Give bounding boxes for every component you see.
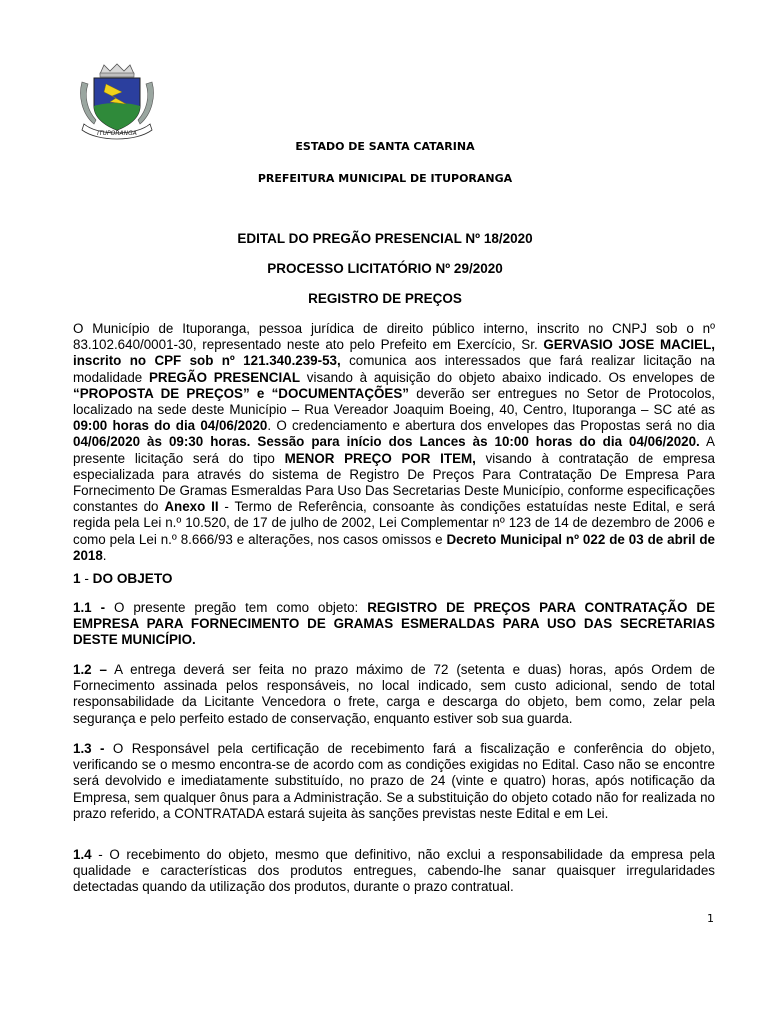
title-processo: PROCESSO LICITATÓRIO Nº 29/2020 <box>267 261 503 276</box>
item-text: O Responsável pela certificação de recebimento fará a fiscalização e conferência do objeto, verificando se o mesmo encontra-se de acordo com as condições exigidas no Edital. Caso não se encontre será devolvido e imediatamente substituído, no prazo de 24 (vinte e quatro) horas, após notificação da Empresa, sem qualquer ônus para a Administração. Se a substituição do objeto cotado não for realizada no prazo referido, a CONTRATADA estará sujeita às sanções previstas neste Edital e em Lei. <box>73 741 715 821</box>
item-text: - O recebimento do objeto, mesmo que definitivo, não exclui a responsabilidade da empresa pela qualidade e características dos produtos entregues, cabendo-lhe sanar quaisquer irregularidades detectadas quando da utilização dos produtos, durante o prazo contratual. <box>73 847 715 895</box>
header-state: ESTADO DE SANTA CATARINA <box>295 140 475 153</box>
intro-text: deverão ser entregues no Setor de Protocolos, localizado na sede deste Município – Rua Vereador Joaquim Boeing, 40, Centro, Ituporanga – SC até as <box>73 385 715 418</box>
title-registro: REGISTRO DE PREÇOS <box>308 291 462 306</box>
header-prefecture: PREFEITURA MUNICIPAL DE ITUPORANGA <box>257 172 513 185</box>
intro-bold: MENOR PREÇO POR ITEM, <box>284 450 476 466</box>
intro-bold: Decreto Municipal nº 022 de 03 de abril de 2018 <box>73 531 715 563</box>
item-1-3 <box>73 741 715 822</box>
page-number: 1 <box>707 912 714 925</box>
logo-ribbon-text: ITUPORANGA <box>97 130 137 137</box>
section-title: DO OBJETO <box>92 571 173 586</box>
item-1-2 <box>73 662 715 727</box>
intro-text: . O credenciamento e abertura dos envelopes das Propostas será no dia <box>267 418 715 434</box>
title-edital: EDITAL DO PREGÃO PRESENCIAL Nº 18/2020 <box>237 231 533 246</box>
intro-bold: Anexo II <box>164 499 219 515</box>
intro-bold: 09:00 horas do dia 04/06/2020 <box>73 418 268 434</box>
intro-text: A presente licitação será do tipo <box>73 434 715 466</box>
intro-text: visando à aquisição do objeto abaixo indicado. Os envelopes de <box>300 369 715 385</box>
intro-text: O Município de Ituporanga, pessoa jurídica de direito público interno, inscrito no CNPJ sob o nº 83.102.640/0001-30, representado neste ato pelo Prefeito em Exercício, Sr. <box>73 321 715 353</box>
intro-text: comunica aos interessados que fará realizar licitação na modalidade <box>73 353 715 385</box>
item-number: 1.4 <box>73 847 92 862</box>
section-heading-objeto <box>73 571 172 586</box>
intro-bold: PREGÃO PRESENCIAL <box>148 369 301 385</box>
intro-text: - Termo de Referência, consoante às condições estatuídas neste Edital, e será regida pela Lei n.º 10.520, de 17 de julho de 2002, Lei Complementar nº 123 de 14 de dezembro de 2006 e como pela Lei n.º 8.666/93 e alterações, nos casos omissos e <box>73 499 715 547</box>
section-number: 1 <box>73 571 81 586</box>
item-text: O presente pregão tem como objeto: <box>105 600 368 615</box>
item-number: 1.2 – <box>73 662 107 677</box>
item-bold-text: REGISTRO DE PREÇOS PARA CONTRATAÇÃO DE EMPRESA PARA FORNECIMENTO DE GRAMAS ESMERALDAS PARA USO DAS SECRETARIAS DESTE MUNICÍPIO. <box>73 600 715 648</box>
item-number: 1.1 - <box>73 600 106 615</box>
intro-paragraph <box>73 321 715 564</box>
item-1-4 <box>73 847 715 896</box>
item-1-1 <box>73 600 715 649</box>
intro-bold: “PROPOSTA DE PREÇOS” e “DOCUMENTAÇÕES” <box>73 385 409 401</box>
item-number: 1.3 - <box>73 741 105 756</box>
intro-text: visando à contratação de empresa especializada para através do sistema de Registro De Preços Para Contratação De Empresa Para Fornecimento De Gramas Esmeraldas Para Uso Das Secretarias Deste Município, conforme especificações constantes do <box>73 450 716 515</box>
intro-text: . <box>102 547 107 563</box>
intro-bold: 04/06/2020 às 09:30 horas. Sessão para início dos Lances às 10:00 horas do dia 04/06/2020. <box>73 434 700 450</box>
section-separator: - <box>80 571 93 586</box>
item-text: A entrega deverá ser feita no prazo máximo de 72 (setenta e duas) horas, após Ordem de Fornecimento assinada pelos responsáveis, no local indicado, sem custo adicional, sendo de total responsabilidade da Licitante Vencedora o frete, carga e descarga do objeto, bem como, zelar pela segurança e pelo perfeito estado de conservação, enquanto estiver sob sua guarda. <box>73 662 715 726</box>
municipal-coat-of-arms-logo <box>76 62 158 140</box>
intro-bold: GERVASIO JOSE MACIEL, inscrito no CPF sob nº 121.340.239-53, <box>73 337 715 369</box>
